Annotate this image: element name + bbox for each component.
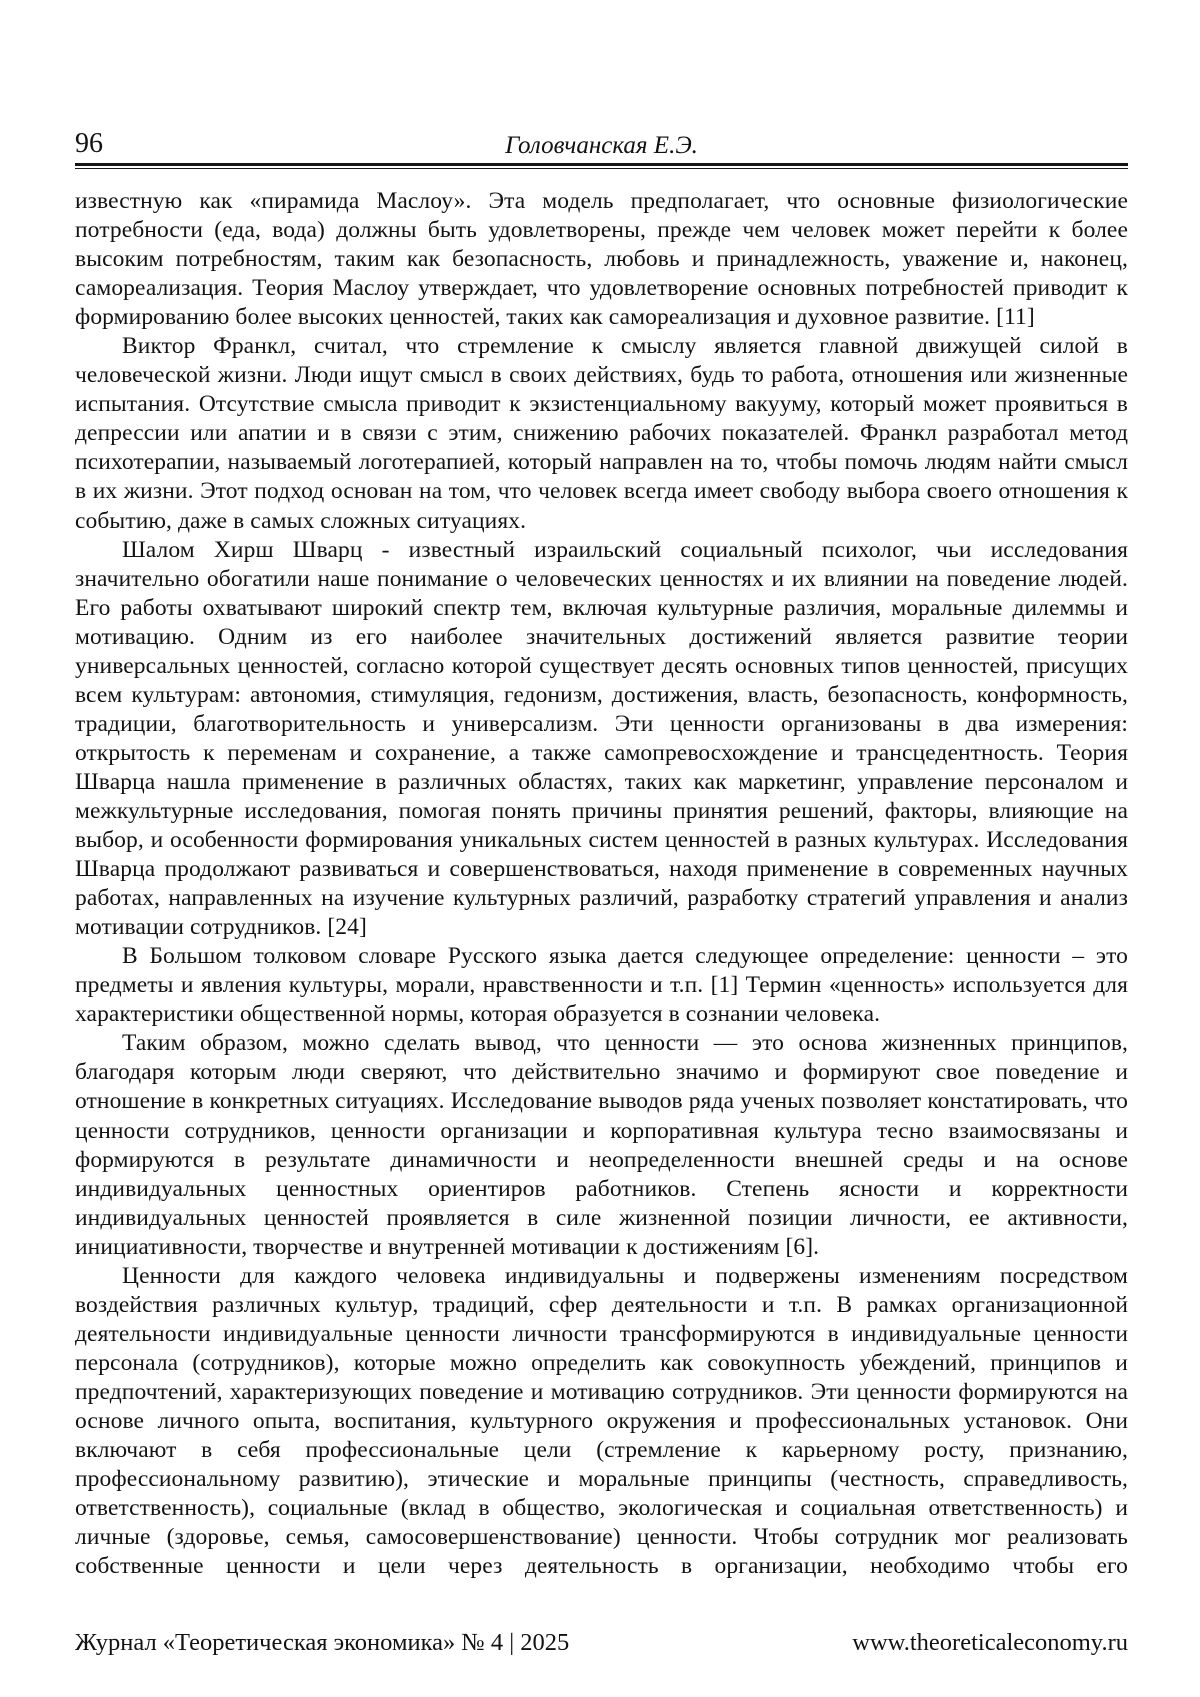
page-number: 96 (75, 128, 103, 159)
footer-site-url: www.theoreticaleconomy.ru (852, 1629, 1128, 1656)
paragraph: Шалом Хирш Шварц - известный израильский социальный психолог, чьи исследования значительно обогатили наше понимание о человеческих ценностях и их влиянии на поведение людей. Его работы охватывают широкий спектр тем, включая культурные различия, моральные дилеммы и мотивацию. Одним из его наиболее значительных достижений является развитие теории универсальных ценностей, согласно которой существует десять основных типов ценностей, присущих всем культурам: автономия, стимуляция, гедонизм, достижения, власть, безопасность, конформность, традиции, благотворительность и универсализм. Эти ценности организованы в два измерения: открытость к переменам и сохранение, а также самопревосхождение и трансцедентность. Теория Шварца нашла применение в различных областях, таких как маркетинг, управление персоналом и межкультурные исследования, помогая понять причины принятия решений, факторы, влияющие на выбор, и особенности формирования уникальных систем ценностей в разных культурах. Исследования Шварца продолжают развиваться и совершенствоваться, находя применение в современных научных работах, направленных на изучение культурных различий, разработку стратегий управления и анализ мотивации сотрудников. [24] (75, 536, 1128, 941)
page-header (75, 122, 1128, 169)
running-head-author: Головчанская Е.Э. (505, 132, 698, 159)
paragraph: В Большом толковом словаре Русского языка дается следующее определение: ценности – это предметы и явления культуры, морали, нравственности и т.п. [1] Термин «ценность» используется для характеристики общественной нормы, которая образуется в сознании человека. (75, 943, 1128, 1028)
paragraph: Таким образом, можно сделать вывод, что ценности — это основа жизненных принципов, благодаря которым люди сверяют, что действительно значимо и формируют свое поведение и отношение в конкретных ситуациях. Исследование выводов ряда ученых позволяет констатировать, что ценности сотрудников, ценности организации и корпоративная культура тесно взаимосвязаны и формируются в результате динамичности и неопределенности внешней среды и на основе индивидуальных ценностных ориентиров работников. Степень ясности и корректности индивидуальных ценностей проявляется в силе жизненной позиции личности, ее активности, инициативности, творчестве и внутренней мотивации к достижениям [6]. (75, 1030, 1128, 1260)
running-head (75, 122, 1128, 160)
header-rule (75, 163, 1128, 169)
paragraph: Виктор Франкл, считал, что стремление к смыслу является главной движущей силой в человеческой жизни. Люди ищут смысл в своих действиях, будь то работа, отношения или жизненные испытания. Отсутствие смысла приводит к экзистенциальному вакууму, который может проявиться в депрессии или апатии и в связи с этим, снижению рабочих показателей. Франкл разработал метод психотерапии, называемый логотерапией, который направлен на то, чтобы помочь людям найти смысл в их жизни. Этот подход основан на том, что человек всегда имеет свободу выбора своего отношения к событию, даже в самых сложных ситуациях. (75, 333, 1128, 534)
footer-journal-title: Журнал «Теоретическая экономика» № 4 | 2025 (75, 1629, 570, 1656)
paragraph-continued-from-previous-page: известную как «пирамида Маслоу». Эта модель предполагает, что основные физиологические потребности (еда, вода) должны быть удовлетворены, прежде чем человек может перейти к более высоким потребностям, таким как безопасность, любовь и принадлежность, уважение и, наконец, самореализация. Теория Маслоу утверждает, что удовлетворение основных потребностей приводит к формированию более высоких ценностей, таких как самореализация и духовное развитие. [11] (75, 188, 1128, 331)
article-body (75, 187, 1128, 1581)
paragraph-continues-next-page: Ценности для каждого человека индивидуальны и подвержены изменениям посредством воздействия различных культур, традиций, сфер деятельности и т.п. В рамках организационной деятельности индивидуальные ценности личности трансформируются в индивидуальные ценности персонала (сотрудников), которые можно определить как совокупность убеждений, принципов и предпочтений, характеризующих поведение и мотивацию сотрудников. Эти ценности формируются на основе личного опыта, воспитания, культурного окружения и профессиональных установок. Они включают в себя профессиональные цели (стремление к карьерному росту, признанию, профессиональному развитию), этические и моральные принципы (честность, справедливость, ответственность), социальные (вклад в общество, экологическая и социальная ответственность) и личные (здоровье, семья, самосовершенствование) ценности. Чтобы сотрудник мог реализовать собственные ценности и цели через деятельность в организации, необходимо чтобы его (75, 1262, 1128, 1580)
page-footer (75, 1628, 1128, 1657)
